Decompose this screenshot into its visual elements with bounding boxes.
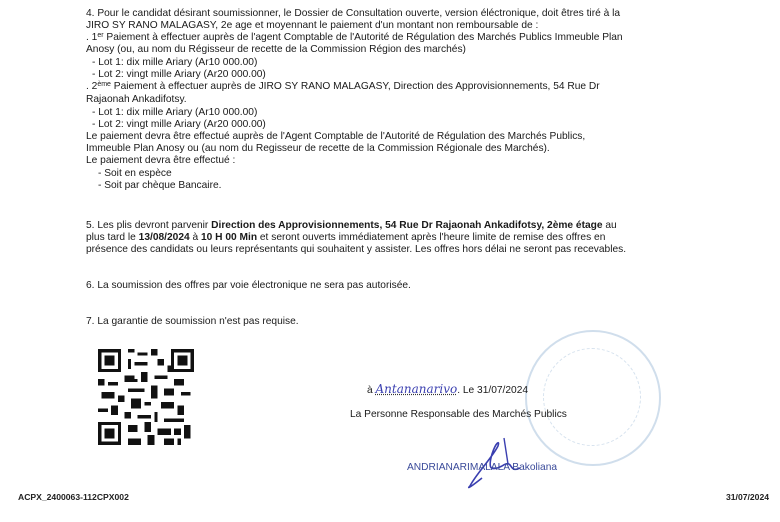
s5-line3: présence des candidats ou leurs représentants qui souhaitent y assister. Les offres hors délai ne seront pas recevables. (86, 244, 627, 255)
footer-date: 31/07/2024 (726, 492, 770, 502)
s5-line2: plus tard le 13/08/2024 à 10 H 00 Min et seront ouverts immédiatement après l'heure limite de remise des offres en (86, 232, 606, 243)
official-stamp (525, 330, 661, 466)
s6-text: 6. La soumission des offres par voie électronique ne sera pas autorisée. (86, 280, 411, 291)
signatory-role: La Personne Responsable des Marchés Publics (350, 409, 567, 420)
s4-para-line1: Le paiement devra être effectué auprès de l'Agent Comptable de l'Autorité de Régulation des Marchés Publics, (86, 131, 586, 142)
s4-mode-cheque: - Soit par chèque Bancaire. (98, 180, 222, 191)
s4-payment-mode: Le paiement devra être effectué : (86, 155, 236, 166)
footer-reference: ACPX_2400063-112CPX002 (18, 492, 129, 502)
signature-place-date: à Antananarivo. Le 31/07/2024 (367, 382, 529, 396)
s4-payment1: . 1er Paiement à effectuer auprès de l'agent Comptable de l'Autorité de Régulation des Marchés Publics Immeuble Plan (86, 32, 623, 43)
s4-lot2-b: - Lot 2: vingt mille Ariary (Ar20 000.00) (92, 119, 266, 130)
s4-payment2-cont: Rajaonah Ankadifotsy. (86, 94, 187, 105)
s4-lot2-a: - Lot 2: vingt mille Ariary (Ar20 000.00) (92, 69, 266, 80)
s4-payment1-cont: Anosy (ou, au nom du Régisseur de recette de la Commission Région des marchés) (86, 44, 466, 55)
s7-text: 7. La garantie de soumission n'est pas requise. (86, 316, 299, 327)
s4-line1: 4. Pour le candidat désirant soumissionner, le Dossier de Consultation ouverte, version éléctronique, doit êtres tiré à la (86, 8, 621, 19)
signatory-name: ANDRIANARIMALALA Bakoliana (407, 462, 558, 473)
s4-payment2: . 2ème Paiement à effectuer auprès de JIRO SY RANO MALAGASY, Direction des Approvisionnements, 54 Rue Dr (86, 81, 600, 92)
s4-lot1-a: - Lot 1: dix mille Ariary (Ar10 000.00) (92, 57, 258, 68)
s5-line1: 5. Les plis devront parvenir Direction des Approvisionnements, 54 Rue Dr Rajaonah Ankadifotsy, 2ème étage au (86, 220, 617, 231)
s4-lot1-b: - Lot 1: dix mille Ariary (Ar10 000.00) (92, 107, 258, 118)
s4-line2: JIRO SY RANO MALAGASY, 2e age et moyennant le paiement d'un montant non remboursable de : (86, 20, 539, 31)
s4-mode-cash: - Soit en espèce (98, 168, 172, 179)
handwritten-place: Antananarivo (375, 382, 458, 396)
s4-para-line2: Immeuble Plan Anosy ou (au nom du Regisseur de recette de la Commission Régionale des Marchés). (86, 143, 550, 154)
qr-code (98, 349, 194, 445)
